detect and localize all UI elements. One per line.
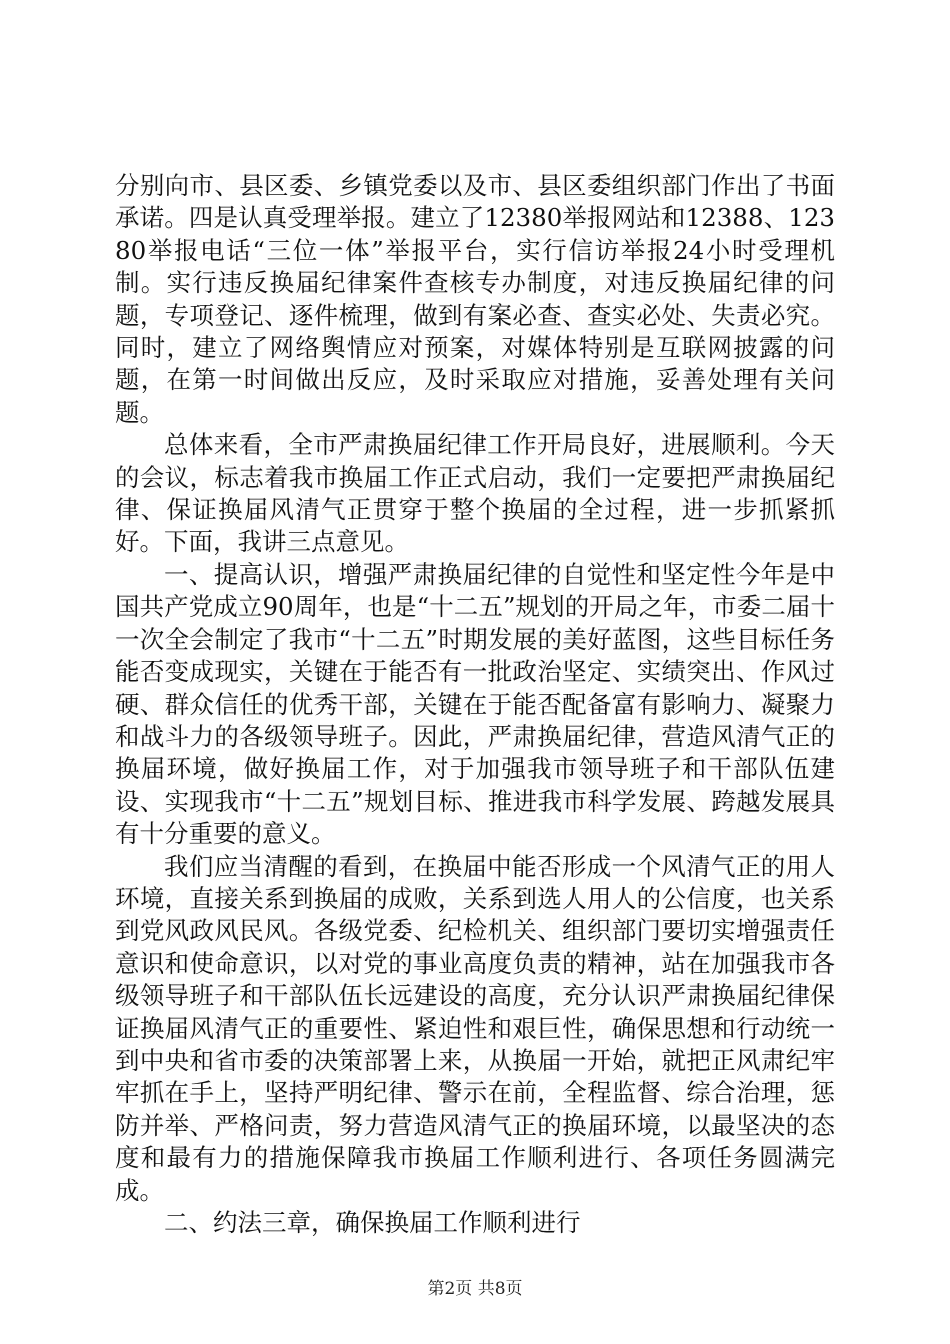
paragraph-4: 我们应当清醒的看到，在换届中能否形成一个风清气正的用人环境，直接关系到换届的成败，关系到选人用人的公信度，也关系到党风政风民风。各级党委、纪检机关、组织部门要切实增强责任意识和使命意识，以对党的事业高度负责的精神，站在加强我市各级领导班子和干部队伍长远建设的高度，充分认识严肃换届纪律保证换届风清气正的重要性、紧迫性和艰巨性，确保思想和行动统一到中央和省市委的决策部署上来，从换届一开始，就把正风肃纪牢牢抓在手上，坚持严明纪律、警示在前，全程监督、综合治理，惩防并举、严格问责，努力营造风清气正的换届环境，以最坚决的态度和最有力的措施保障我市换届工作顺利进行、各项任务圆满完成。 [115, 851, 835, 1205]
section-heading-2: 二、约法三章，确保换届工作顺利进行 [164, 1208, 581, 1237]
paragraph-1: 分别向市、县区委、乡镇党委以及市、县区委组织部门作出了书面承诺。四是认真受理举报。建立了12380举报网站和12388、12380举报电话“三位一体”举报平台，实行信访举报24小时受理机制。实行违反换届纪律案件查核专办制度，对违反换届纪律的问题，专项登记、逐件梳理，做到有案必查、查实必处、失责必究。同时，建立了网络舆情应对预案，对媒体特别是互联网披露的问题，在第一时间做出反应，及时采取应对措施，妥善处理有关问题。 [115, 171, 835, 427]
paragraph-3: 一、提高认识，增强严肃换届纪律的自觉性和坚定性今年是中国共产党成立90周年，也是“十二五”规划的开局之年，市委二届十一次全会制定了我市“十二五”时期发展的美好蓝图，这些目标任务能否变成现实，关键在于能否有一批政治坚定、实绩突出、作风过硬、群众信任的优秀干部，关键在于能否配备富有影响力、凝聚力和战斗力的各级领导班子。因此，严肃换届纪律，营造风清气正的换届环境，做好换届工作，对于加强我市领导班子和干部队伍建设、实现我市“十二五”规划目标、推进我市科学发展、跨越发展具有十分重要的意义。 [115, 559, 835, 849]
page-footer [0, 1278, 950, 1300]
paragraph-2: 总体来看，全市严肃换届纪律工作开局良好，进展顺利。今天的会议，标志着我市换届工作正式启动，我们一定要把严肃换届纪律、保证换届风清气正贯穿于整个换届的全过程，进一步抓紧抓好。下面，我讲三点意见。 [115, 430, 835, 557]
document-body [115, 170, 835, 1239]
page-number: 第2页 共8页 [427, 1279, 523, 1299]
